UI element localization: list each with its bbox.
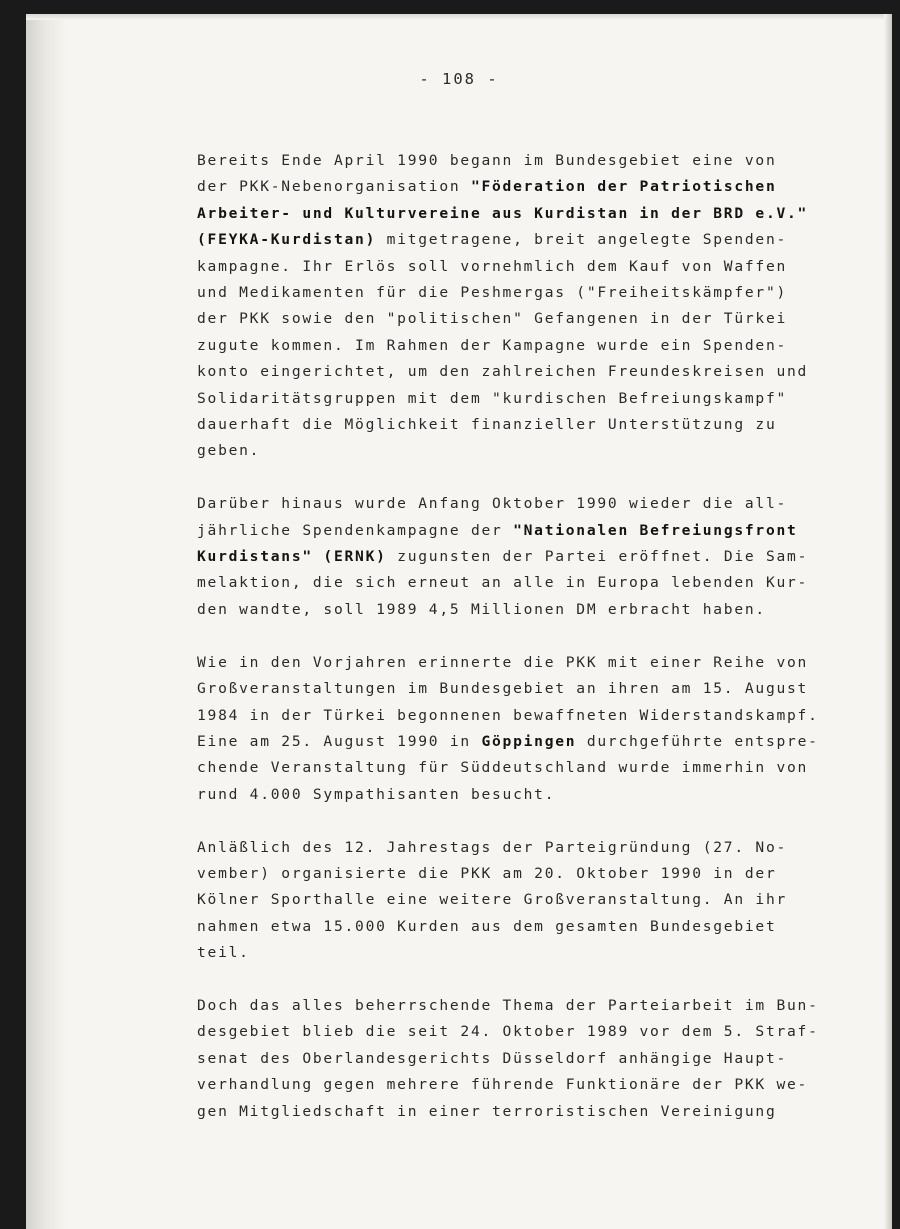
- text-run: zugute kommen. Im Rahmen der Kampagne wurde ein Spenden-: [197, 336, 788, 354]
- paragraph-3: [197, 650, 837, 808]
- page-top-edge: [26, 14, 892, 20]
- text-run: Darüber hinaus wurde Anfang Oktober 1990 wieder die all-: [197, 495, 788, 513]
- text-run: rund 4.000 Sympathisanten besucht.: [197, 785, 556, 803]
- text-run: jährliche Spendenkampagne der: [197, 521, 514, 539]
- text-run: dauerhaft die Möglichkeit finanzieller Unterstützung zu: [197, 416, 777, 434]
- bold-text: Kurdistans" (ERNK): [197, 548, 387, 566]
- paragraph-1: [197, 148, 837, 465]
- text-line: [197, 887, 837, 913]
- text-run: Kölner Sporthalle eine weitere Großveranstaltung. An ihr: [197, 891, 788, 909]
- text-line: [197, 729, 837, 755]
- text-run: Solidaritätsgruppen mit dem "kurdischen Befreiungskampf": [197, 389, 788, 407]
- text-run: verhandlung gegen mehrere führende Funktionäre der PKK we-: [197, 1076, 809, 1094]
- document-page: [26, 14, 892, 1229]
- text-line: [197, 359, 837, 385]
- text-run: vember) organisierte die PKK am 20. Oktober 1990 in der: [197, 864, 777, 882]
- text-line: [197, 491, 837, 517]
- text-line: [197, 1072, 837, 1098]
- text-line: [197, 306, 837, 332]
- page-binding-shadow: [26, 14, 68, 1229]
- text-run: Doch das alles beherrschende Thema der Parteiarbeit im Bun-: [197, 996, 819, 1014]
- bold-text: Göppingen: [481, 732, 577, 750]
- text-line: [197, 597, 837, 623]
- text-line: [197, 1046, 837, 1072]
- text-run: Wie in den Vorjahren erinnerte die PKK mit einer Reihe von: [197, 653, 809, 671]
- text-line: [197, 1019, 837, 1045]
- text-run: melaktion, die sich erneut an alle in Europa lebenden Kur-: [197, 574, 809, 592]
- text-line: [197, 650, 837, 676]
- text-line: [197, 227, 837, 253]
- text-run: kampagne. Ihr Erlös soll vornehmlich dem Kauf von Waffen: [197, 257, 788, 275]
- text-line: [197, 386, 837, 412]
- bold-text: (FEYKA-Kurdistan): [197, 231, 377, 249]
- text-line: [197, 861, 837, 887]
- text-run: den wandte, soll 1989 4,5 Millionen DM erbracht haben.: [197, 600, 766, 618]
- text-line: [197, 835, 837, 861]
- text-line: [197, 676, 837, 702]
- text-run: Eine am 25. August 1990 in: [197, 732, 482, 750]
- body-text: [197, 148, 837, 1151]
- paragraph-4: [197, 835, 837, 967]
- text-run: mitgetragene, breit angelegte Spenden-: [376, 231, 788, 249]
- text-run: durchgeführte entspre-: [576, 732, 819, 750]
- text-line: [197, 1099, 837, 1125]
- text-run: 1984 in der Türkei begonnenen bewaffneten Widerstandskampf.: [197, 706, 819, 724]
- text-line: [197, 174, 837, 200]
- text-line: [197, 544, 837, 570]
- bold-text: "Nationalen Befreiungsfront: [513, 521, 798, 539]
- page-right-edge: [884, 14, 892, 1229]
- text-line: [197, 993, 837, 1019]
- text-line: [197, 782, 837, 808]
- text-line: [197, 333, 837, 359]
- text-line: [197, 438, 837, 464]
- page-number: - 108 -: [419, 70, 499, 88]
- text-run: nahmen etwa 15.000 Kurden aus dem gesamten Bundesgebiet: [197, 917, 777, 935]
- text-line: [197, 914, 837, 940]
- bold-text: Arbeiter- und Kulturvereine aus Kurdistan in der BRD e.V.": [197, 204, 809, 222]
- text-run: konto eingerichtet, um den zahlreichen Freundeskreisen und: [197, 363, 809, 381]
- text-line: [197, 518, 837, 544]
- text-run: und Medikamenten für die Peshmergas ("Freiheitskämpfer"): [197, 284, 788, 302]
- text-line: [197, 570, 837, 596]
- text-run: zugunsten der Partei eröffnet. Die Sam-: [386, 548, 809, 566]
- text-run: gen Mitgliedschaft in einer terroristischen Vereinigung: [197, 1102, 777, 1120]
- text-run: chende Veranstaltung für Süddeutschland wurde immerhin von: [197, 759, 809, 777]
- text-run: geben.: [197, 442, 261, 460]
- text-line: [197, 412, 837, 438]
- text-run: teil.: [197, 944, 250, 962]
- bold-text: "Föderation der Patriotischen: [470, 178, 777, 196]
- text-line: [197, 703, 837, 729]
- text-line: [197, 148, 837, 174]
- text-run: der PKK-Nebenorganisation: [197, 178, 471, 196]
- text-run: desgebiet blieb die seit 24. Oktober 1989 vor dem 5. Straf-: [197, 1023, 819, 1041]
- text-run: Bereits Ende April 1990 begann im Bundesgebiet eine von: [197, 152, 777, 169]
- text-line: [197, 755, 837, 781]
- text-run: senat des Oberlandesgerichts Düsseldorf anhängige Haupt-: [197, 1049, 788, 1067]
- text-line: [197, 201, 837, 227]
- paragraph-5: [197, 993, 837, 1125]
- text-run: Anläßlich des 12. Jahrestags der Parteigründung (27. No-: [197, 838, 788, 856]
- text-line: [197, 940, 837, 966]
- text-run: Großveranstaltungen im Bundesgebiet an ihren am 15. August: [197, 680, 809, 698]
- paragraph-2: [197, 491, 837, 623]
- text-line: [197, 280, 837, 306]
- text-run: der PKK sowie den "politischen" Gefangenen in der Türkei: [197, 310, 788, 328]
- text-line: [197, 254, 837, 280]
